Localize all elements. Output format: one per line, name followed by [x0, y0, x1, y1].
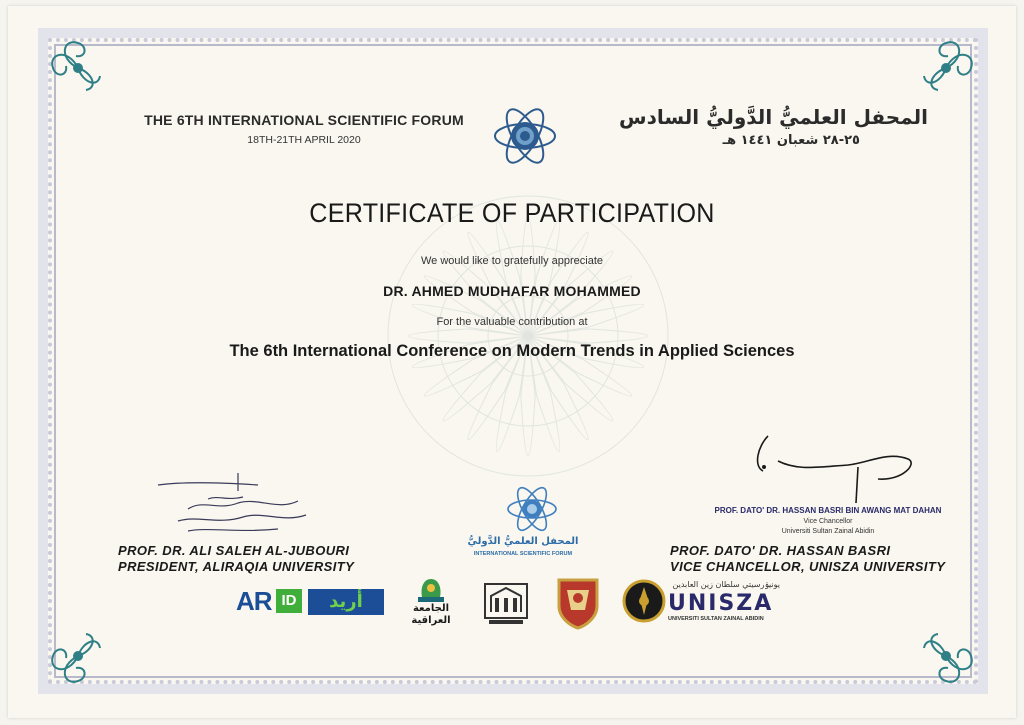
certificate-title: CERTIFICATE OF PARTICIPATION — [309, 198, 715, 228]
aliraqia-label: الجامعة العراقية — [411, 603, 451, 626]
corner-ornament-icon — [906, 616, 986, 696]
shield-crest-icon — [555, 576, 601, 630]
contribution-line: For the valuable contribution at — [436, 316, 588, 328]
ardid-id-text: ID — [276, 589, 302, 613]
appreciation-line: We would like to gratefully appreciate — [420, 255, 603, 267]
unisza-emblem-icon — [622, 577, 666, 625]
corner-ornament-icon — [906, 28, 986, 108]
forum-title-ar: المحفل العلميُّ الدَّوليُّ السادس — [619, 105, 928, 129]
right-stamp-org: Universiti Sultan Zainal Abidin — [781, 528, 875, 535]
atom-globe-logo-icon — [490, 101, 560, 171]
signature-left — [148, 471, 318, 541]
book-lamp-icon — [404, 577, 458, 605]
recipient-name: DR. AHMED MUDHAFAR MOHAMMED — [383, 283, 641, 299]
right-signatory-title: VICE CHANCELLOR, UNISZA UNIVERSITY — [670, 559, 946, 574]
left-signatory-name: PROF. DR. ALI SALEH AL-JUBOURI — [118, 543, 350, 558]
unisza-arabic-text: يونيۏرسيتي سلطان زين العابدين — [672, 580, 780, 589]
ardid-logo — [236, 586, 386, 620]
forum-title-en: THE 6TH INTERNATIONAL SCIENTIFIC FORUM — [144, 112, 464, 128]
aliraqia-university-logo — [404, 577, 458, 633]
right-signatory-name: PROF. DATO' DR. HASSAN BASRI — [670, 543, 891, 558]
forum-dates-ar: ٢٥-٢٨ شعبان ١٤٤١ هـ — [722, 133, 860, 148]
unisza-subtitle: UNIVERSITI SULTAN ZAINAL ABIDIN — [668, 616, 764, 622]
certificate-page — [8, 6, 1016, 718]
corner-ornament-icon — [38, 616, 118, 696]
ardid-ar-text: AR — [236, 586, 272, 616]
right-stamp-name: PROF. DATO' DR. HASSAN BASRI BIN AWANG MAT DAHAN — [714, 506, 942, 515]
university-crest-icon — [481, 578, 531, 628]
forum-small-label-ar: المحفل العلميُّ الدَّوليُّ — [467, 536, 579, 547]
right-stamp-role: Vice Chancellor — [803, 518, 853, 525]
forum-dates-en: 18TH-21TH APRIL 2020 — [247, 134, 361, 146]
signature-right — [738, 431, 928, 511]
unisza-word: UNISZA — [668, 591, 774, 616]
ardid-arabic-word: أريد — [308, 589, 384, 615]
forum-small-label-en: INTERNATIONAL SCIENTIFIC FORUM — [473, 551, 573, 557]
corner-ornament-icon — [38, 28, 118, 108]
left-signatory-title: PRESIDENT, ALIRAQIA UNIVERSITY — [118, 559, 355, 574]
unisza-wordmark — [668, 580, 780, 626]
conference-name: The 6th International Conference on Modern Trends in Applied Sciences — [229, 342, 795, 360]
forum-small-logo-icon — [502, 484, 562, 534]
